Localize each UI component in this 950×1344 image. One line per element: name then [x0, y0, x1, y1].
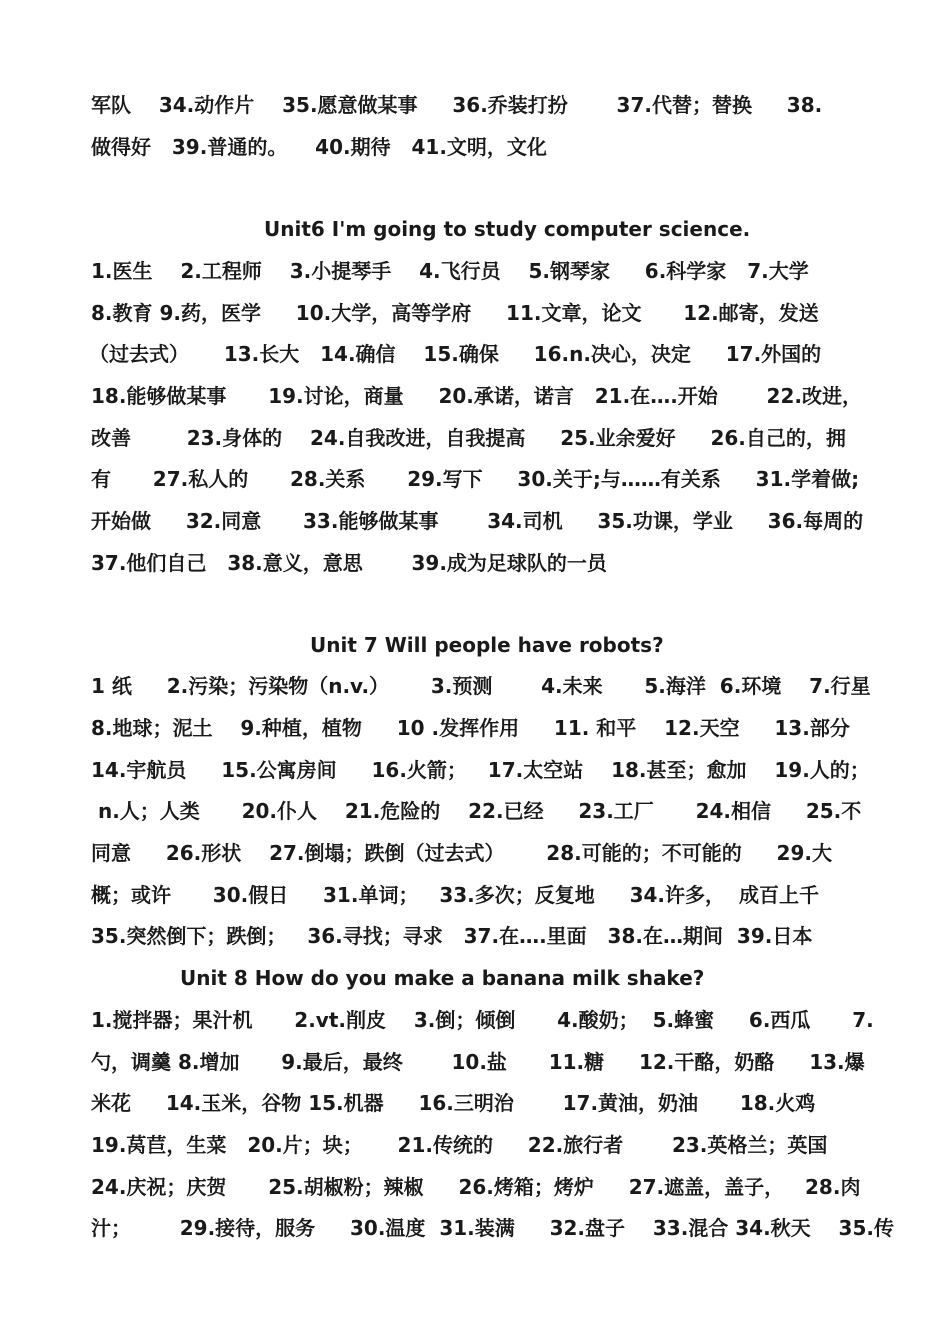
unit6-line: （过去式） 13.长大 14.确信 15.确保 16.n.决心，决定 17.外国的 [89, 342, 822, 366]
unit7-line: 8.地球；泥土 9.种植，植物 10 .发挥作用 11. 和平 12.天空 13.部分 [91, 716, 850, 740]
unit6-line: 改善 23.身体的 24.自我改进，自我提高 25.业余爱好 26.自己的，拥 [91, 426, 846, 450]
unit7-line: 35.突然倒下；跌倒； 36.寻找；寻求 37.在….里面 38.在…期间 39.日本 [91, 924, 813, 948]
unit7-title: Unit 7 Will people have robots? [310, 633, 664, 657]
unit7-line: 概；或许 30.假日 31.单词； 33.多次；反复地 34.许多， 成百上千 [91, 883, 819, 907]
unit7-line: 同意 26.形状 27.倒塌；跌倒（过去式） 28.可能的；不可能的 29.大 [91, 841, 832, 865]
unit8-line: 19.莴苣，生菜 20.片；块； 21.传统的 22.旅行者 23.英格兰；英国 [91, 1133, 828, 1157]
unit6-line: 18.能够做某事 19.讨论，商量 20.承诺，诺言 21.在….开始 22.改进， [91, 384, 862, 408]
unit8-line: 米花 14.玉米，谷物 15.机器 16.三明治 17.黄油，奶油 18.火鸡 [91, 1091, 816, 1115]
unit6-line: 1.医生 2.工程师 3.小提琴手 4.飞行员 5.钢琴家 6.科学家 7.大学 [91, 259, 809, 283]
unit8-line: 1.搅拌器；果汁机 2.vt.削皮 3.倒；倾倒 4.酸奶； 5.蜂蜜 6.西瓜 7. [91, 1008, 874, 1032]
intro-line: 做得好 39.普通的。 40.期待 41.文明，文化 [91, 135, 547, 159]
unit6-line: 8.教育 9.药，医学 10.大学，高等学府 11.文章，论文 12.邮寄，发送 [91, 301, 819, 325]
unit8-title: Unit 8 How do you make a banana milk shake? [180, 966, 705, 990]
unit6-title: Unit6 I'm going to study computer science. [264, 217, 751, 241]
unit8-line: 汁； 29.接待，服务 30.温度 31.装满 32.盘子 33.混合 34.秋天 35.传 [91, 1216, 894, 1240]
unit6-line: 37.他们自己 38.意义，意思 39.成为足球队的一员 [91, 551, 607, 575]
unit7-line: n.人；人类 20.仆人 21.危险的 22.已经 23.工厂 24.相信 25.不 [91, 799, 862, 823]
unit7-line: 14.宇航员 15.公寓房间 16.火箭； 17.太空站 18.甚至；愈加 19.人的； [91, 758, 870, 782]
unit6-line: 有 27.私人的 28.关系 29.写下 30.关于;与……有关系 31.学着做; [91, 467, 860, 491]
unit7-line: 1 纸 2.污染；污染物（n.v.） 3.预测 4.未来 5.海洋 6.环境 7.行星 [91, 674, 871, 698]
intro-line: 军队 34.动作片 35.愿意做某事 36.乔装打扮 37.代替；替换 38. [91, 93, 823, 117]
unit8-line: 24.庆祝；庆贺 25.胡椒粉；辣椒 26.烤箱；烤炉 27.遮盖，盖子， 28.肉 [91, 1175, 861, 1199]
unit6-line: 开始做 32.同意 33.能够做某事 34.司机 35.功课，学业 36.每周的 [91, 509, 864, 533]
unit8-line: 勺，调羹 8.增加 9.最后，最终 10.盐 11.糖 12.干酪，奶酪 13.爆 [91, 1050, 865, 1074]
